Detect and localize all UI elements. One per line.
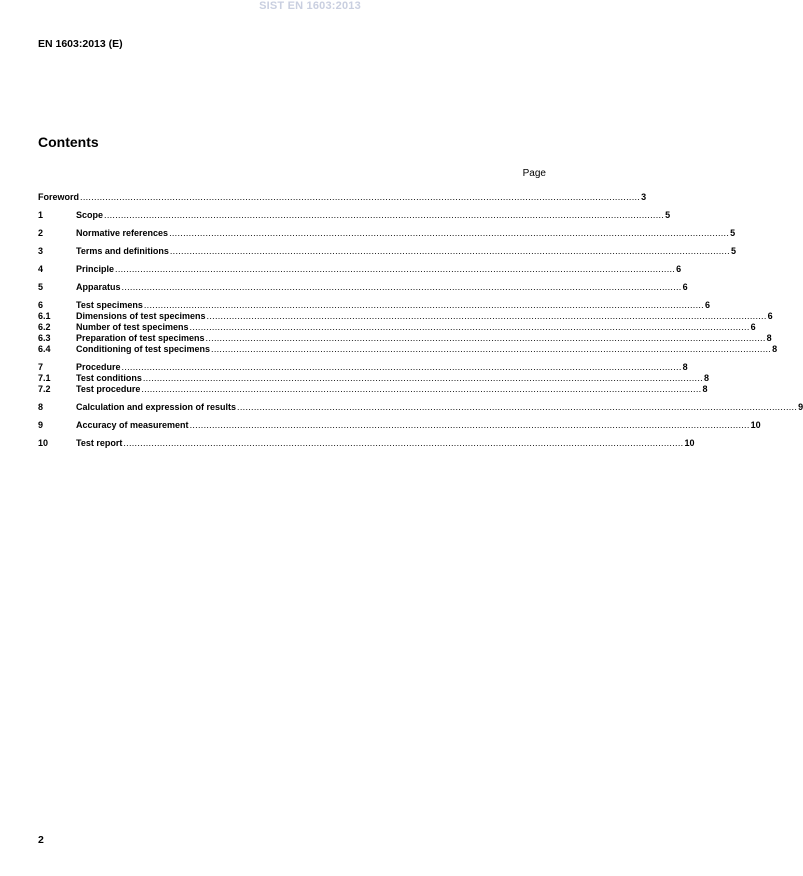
toc-entry-6-3[interactable] <box>38 333 772 344</box>
toc-entry-title: Number of test specimens <box>76 322 189 332</box>
toc-entry-number: 1 <box>38 210 44 220</box>
toc-entry-7-1[interactable] <box>38 373 709 384</box>
toc-entry-4[interactable] <box>38 264 682 275</box>
toc-leader-dots: ........................................................................................................................................................................................................ <box>237 402 798 412</box>
toc-entry-title: Test procedure <box>76 384 141 394</box>
toc-entry-foreword[interactable] <box>38 192 647 203</box>
toc-leader-dots: ........................................................................................................................................................................................................ <box>206 311 767 321</box>
toc-entry-number: 6 <box>38 300 44 310</box>
toc-entry-9[interactable] <box>38 420 761 431</box>
toc-entry-page: 5 <box>730 246 736 256</box>
toc-entry-page: 6 <box>704 300 710 310</box>
toc-entry-page: 5 <box>665 210 671 220</box>
toc-leader-dots: ........................................................................................................................................................................................................ <box>142 373 703 383</box>
toc-entry-page: 3 <box>641 192 647 202</box>
toc-entry-number: 6.3 <box>38 333 51 343</box>
toc-entry-page: 6 <box>750 322 756 332</box>
toc-entry-title: Conditioning of test specimens <box>76 344 211 354</box>
toc-entry-6-2[interactable] <box>38 322 756 333</box>
toc-entry-page: 8 <box>682 362 688 372</box>
toc-leader-dots: ........................................................................................................................................................................................................ <box>141 384 702 394</box>
toc-entry-6[interactable] <box>38 300 710 311</box>
toc-entry-number: 4 <box>38 264 44 274</box>
toc-leader-dots: ........................................................................................................................................................................................................ <box>205 333 766 343</box>
toc-entry-7[interactable] <box>38 362 688 373</box>
toc-entry-page: 8 <box>766 333 772 343</box>
toc-entry-number: 10 <box>38 438 49 448</box>
toc-entry-title: Test specimens <box>76 300 143 310</box>
watermark: SIST EN 1603:2013 <box>259 0 361 12</box>
toc-leader-dots: ........................................................................................................................................................................................................ <box>121 282 682 292</box>
toc-entry-page: 8 <box>772 344 778 354</box>
toc-entry-number: 8 <box>38 402 44 412</box>
toc-entry-page: 10 <box>750 420 761 430</box>
toc-entry-number: 6.4 <box>38 344 51 354</box>
toc-entry-number: 7 <box>38 362 44 372</box>
toc-entry-title: Preparation of test specimens <box>76 333 205 343</box>
toc-entry-2[interactable] <box>38 228 736 239</box>
toc-leader-dots: ........................................................................................................................................................................................................ <box>123 438 684 448</box>
toc-entry-number: 2 <box>38 228 44 238</box>
toc-entry-title: Foreword <box>38 192 80 202</box>
toc-entry-title: Terms and definitions <box>76 246 169 256</box>
toc-entry-page: 9 <box>798 402 803 412</box>
toc-entry-page: 6 <box>767 311 773 321</box>
toc-entry-page: 8 <box>703 373 709 383</box>
toc-entry-title: Test conditions <box>76 373 142 383</box>
toc-entry-page: 5 <box>730 228 736 238</box>
toc-entry-number: 7.2 <box>38 384 51 394</box>
toc-entry-number: 9 <box>38 420 44 430</box>
toc-entry-title: Calculation and expression of results <box>76 402 237 412</box>
toc-entry-number: 6.2 <box>38 322 51 332</box>
toc-entry-number: 6.1 <box>38 311 51 321</box>
toc-entry-6-4[interactable] <box>38 344 778 355</box>
toc-leader-dots: ........................................................................................................................................................................................................ <box>80 192 641 202</box>
page-number: 2 <box>38 834 44 846</box>
document-header: EN 1603:2013 (E) <box>38 38 123 50</box>
toc-entry-number: 3 <box>38 246 44 256</box>
table-of-contents <box>38 192 803 449</box>
toc-entry-10[interactable] <box>38 438 695 449</box>
toc-entry-8[interactable] <box>38 402 803 413</box>
toc-entry-title: Normative references <box>76 228 169 238</box>
toc-entry-page: 10 <box>684 438 695 448</box>
toc-entry-1[interactable] <box>38 210 671 221</box>
toc-leader-dots: ........................................................................................................................................................................................................ <box>169 228 730 238</box>
toc-entry-number: 7.1 <box>38 373 51 383</box>
page-column-label: Page <box>522 168 546 179</box>
toc-entry-title: Test report <box>76 438 123 448</box>
toc-entry-title: Procedure <box>76 362 121 372</box>
toc-leader-dots: ........................................................................................................................................................................................................ <box>169 246 730 256</box>
toc-leader-dots: ........................................................................................................................................................................................................ <box>115 264 676 274</box>
toc-entry-title: Scope <box>76 210 104 220</box>
toc-entry-title: Apparatus <box>76 282 121 292</box>
toc-leader-dots: ........................................................................................................................................................................................................ <box>189 322 750 332</box>
toc-entry-title: Dimensions of test specimens <box>76 311 206 321</box>
toc-entry-7-2[interactable] <box>38 384 708 395</box>
toc-entry-page: 8 <box>702 384 708 394</box>
toc-leader-dots: ........................................................................................................................................................................................................ <box>189 420 750 430</box>
toc-entry-number: 5 <box>38 282 44 292</box>
toc-entry-5[interactable] <box>38 282 688 293</box>
toc-leader-dots: ........................................................................................................................................................................................................ <box>211 344 772 354</box>
toc-entry-title: Principle <box>76 264 115 274</box>
toc-entry-title: Accuracy of measurement <box>76 420 189 430</box>
toc-entry-3[interactable] <box>38 246 736 257</box>
contents-title: Contents <box>38 134 99 150</box>
toc-entry-6-1[interactable] <box>38 311 773 322</box>
toc-leader-dots: ........................................................................................................................................................................................................ <box>104 210 665 220</box>
toc-leader-dots: ........................................................................................................................................................................................................ <box>143 300 704 310</box>
toc-entry-page: 6 <box>676 264 682 274</box>
toc-entry-page: 6 <box>682 282 688 292</box>
toc-leader-dots: ........................................................................................................................................................................................................ <box>121 362 682 372</box>
